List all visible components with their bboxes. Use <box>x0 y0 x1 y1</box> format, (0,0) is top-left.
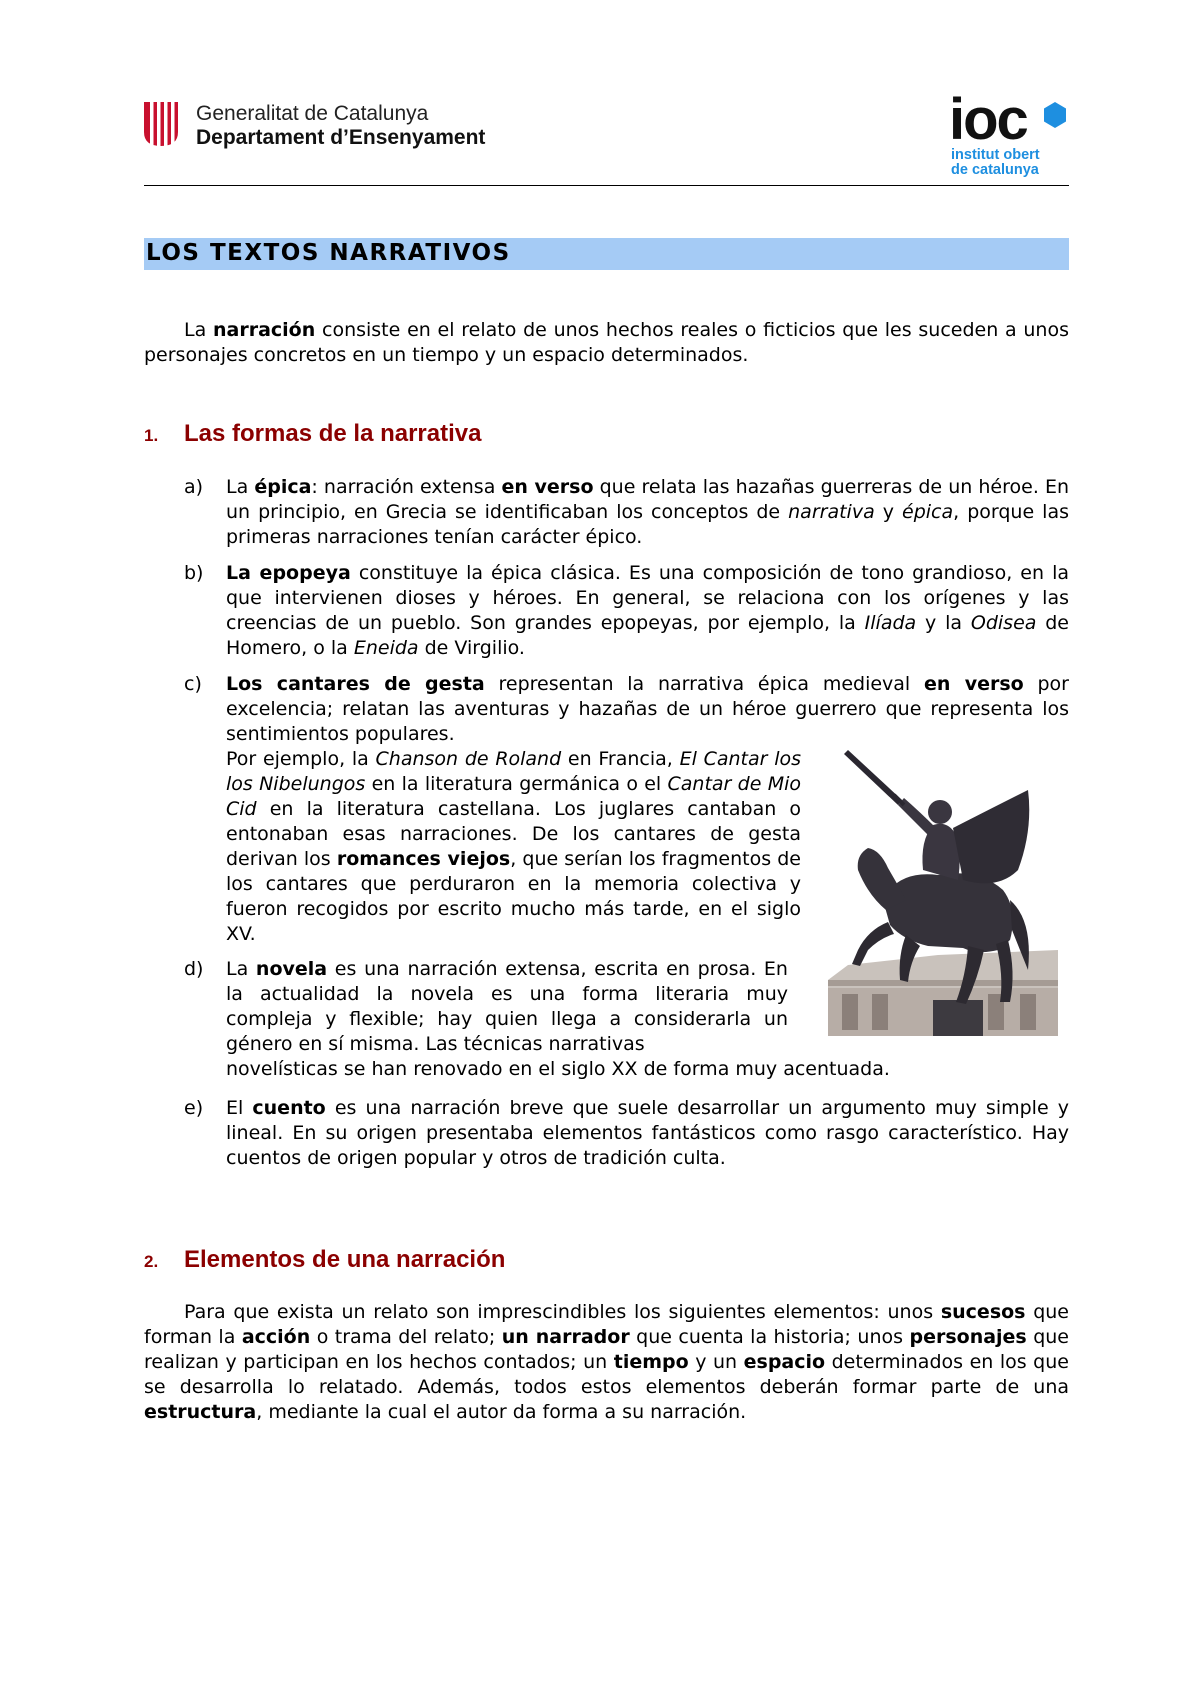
list-item-text <box>226 475 1069 550</box>
text: constituye la épica clásica. Es una composición de tono grandioso, en la que intervienen dioses y héroes. En general, se relaciona con los orígenes y las creencias de un pueblo. Son grandes epopeyas, por ejemplo, la <box>226 562 1069 634</box>
italic-title: Odisea <box>970 612 1037 634</box>
section-2-paragraph <box>144 1300 1069 1425</box>
term: sucesos <box>940 1301 1026 1323</box>
italic-title: Eneida <box>353 637 419 659</box>
text: y la <box>916 612 971 634</box>
term: personajes <box>909 1326 1027 1348</box>
el-cid-statue-image <box>828 750 1058 1036</box>
ioc-subtitle <box>951 148 1040 178</box>
text: que cuenta la historia; unos <box>629 1326 910 1348</box>
term: un narrador <box>501 1326 630 1348</box>
list-marker: e) <box>184 1097 204 1119</box>
section-1-heading <box>144 420 481 448</box>
italic-title: El Cantar los los Nibelungos <box>226 748 801 795</box>
list-item-text <box>226 1096 1069 1171</box>
text: es una narración breve que suele desarrollar un argumento muy simple y lineal. En su origen presentaba elementos fantásticos como rasgo característico. Hay cuentos de origen popular y otros de tradición culta. <box>226 1097 1069 1169</box>
term: tiempo <box>613 1351 689 1373</box>
text: en la literatura germánica o el <box>365 773 668 795</box>
text: representan la narrativa épica medieval <box>484 673 924 695</box>
list-marker: b) <box>184 562 204 584</box>
text: de Virgilio. <box>418 637 525 659</box>
italic-term: narrativa <box>788 501 875 523</box>
italic-title: Chanson de Roland <box>375 748 562 770</box>
text: novelísticas se han renovado en el siglo XX de forma muy acentuada. <box>226 1058 890 1080</box>
text: , que serían los fragmentos de los cantares que perduraron en la memoria colectiva y fueron recogidos por escrito mucho más tarde, en el siglo XV. <box>226 848 801 945</box>
list-marker: a) <box>184 476 204 498</box>
list-item-text <box>226 672 1069 747</box>
section-number: 1. <box>144 426 159 445</box>
text: : narración extensa <box>311 476 502 498</box>
list-marker: c) <box>184 673 202 695</box>
term: épica <box>254 476 312 498</box>
list-marker: d) <box>184 958 204 980</box>
document-title-band <box>144 238 1069 270</box>
text: consiste en el relato de unos hechos reales o ficticios que les suceden a unos personajes concretos en un tiempo y un espacio determinados. <box>144 319 1069 366</box>
text: o trama del relato; <box>310 1326 502 1348</box>
italic-title: Ilíada <box>864 612 917 634</box>
ioc-wordmark: ioc <box>949 87 1027 152</box>
text: es una narración extensa, escrita en prosa. En la actualidad la novela es una forma literaria muy compleja y flexible; hay quien llega a considerarla un género en sí misma. Las técnicas narrativas <box>226 958 788 1055</box>
text: , porque las primeras narraciones tenían carácter épico. <box>226 501 1069 548</box>
text: de Homero, o la <box>226 612 1069 659</box>
section-2-heading <box>144 1246 505 1274</box>
ioc-subtitle-line2: de catalunya <box>951 162 1039 178</box>
department-name: Departament d’Ensenyament <box>196 126 486 149</box>
term: espacio <box>743 1351 826 1373</box>
text: La <box>226 476 255 498</box>
text: que realizan y participan en los hechos contados; un <box>144 1326 1069 1373</box>
text: , mediante la cual el autor da forma a su narración. <box>256 1401 747 1423</box>
text: que forman la <box>144 1301 1069 1348</box>
term: novela <box>255 958 328 980</box>
text: determinados en los que se desarrolla lo relatado. Además, todos estos elementos deberán formar parte de una <box>144 1351 1069 1398</box>
header-divider <box>144 185 1069 186</box>
text: La <box>184 319 213 341</box>
list-item-text <box>226 957 788 1057</box>
term: acción <box>241 1326 311 1348</box>
text: en Francia, <box>561 748 680 770</box>
italic-term: épica <box>902 501 954 523</box>
generalitat-name: Generalitat de Catalunya <box>196 102 429 125</box>
text: por excelencia; relatan las aventuras y hazañas de un héroe guerrero que representa los sentimientos populares. <box>226 673 1069 745</box>
text: y <box>874 501 903 523</box>
text: y un <box>688 1351 744 1373</box>
text: El <box>226 1097 253 1119</box>
document-title: LOS TEXTOS NARRATIVOS <box>146 240 511 266</box>
term-narracion: narración <box>212 319 316 341</box>
text: en la literatura castellana. Los juglares cantaban o entonaban esas narraciones. De los cantares de gesta derivan los <box>226 798 801 870</box>
section-number: 2. <box>144 1252 159 1271</box>
term: en verso <box>501 476 594 498</box>
term: estructura <box>144 1401 257 1423</box>
intro-paragraph <box>144 318 1069 368</box>
page-header <box>144 87 1069 186</box>
text: La <box>226 958 256 980</box>
ioc-subtitle-line1: institut obert <box>951 147 1040 163</box>
term: Los cantares de gesta <box>226 673 485 695</box>
italic-title: Cantar de Mio Cid <box>226 773 802 820</box>
ioc-logo <box>949 87 1069 182</box>
ioc-hexagon-icon <box>1044 102 1066 128</box>
section-title: Las formas de la narrativa <box>184 420 482 447</box>
text: que relata las hazañas guerreras de un héroe. En un principio, en Grecia se identificaban los conceptos de <box>226 476 1070 523</box>
list-item-text-continued <box>226 747 801 947</box>
section-title: Elementos de una narración <box>184 1246 506 1273</box>
generalitat-logo-icon <box>144 102 178 146</box>
text: Por ejemplo, la <box>226 748 376 770</box>
text: Para que exista un relato son imprescindibles los siguientes elementos: unos <box>184 1301 941 1323</box>
list-item-text-continued <box>226 1057 1069 1082</box>
term: La epopeya <box>226 562 351 584</box>
term: en verso <box>923 673 1024 695</box>
generalitat-wordmark <box>196 102 485 150</box>
list-item-text <box>226 561 1069 661</box>
term: romances viejos <box>336 848 511 870</box>
term: cuento <box>252 1097 326 1119</box>
